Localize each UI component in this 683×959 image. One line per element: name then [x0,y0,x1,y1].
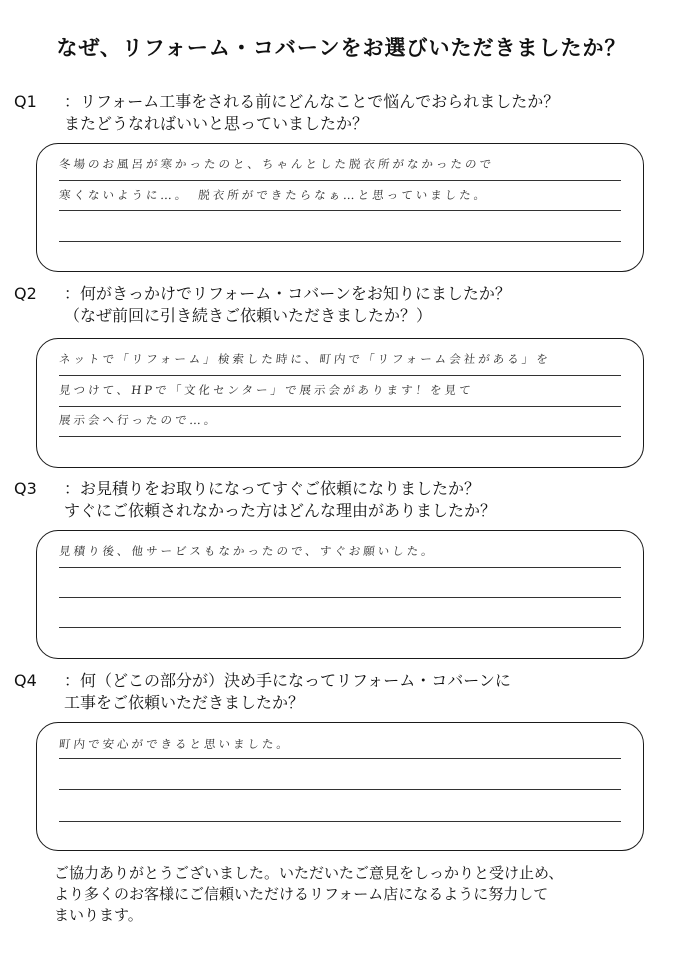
closing-message [54,863,654,926]
question-number: Q3 [14,479,37,498]
answer-line-1: 見積り後、他サービスもなかったので、すぐお願いした。 [58,544,437,558]
answer-box-3 [36,530,644,659]
answer-line-1: ネットで「リフォーム」検索した時に、町内で「リフォーム会社がある」を [58,352,552,366]
question-text-line2: すぐにご依頼されなかった方はどんな理由がありましたか？ [64,501,497,520]
ruled-line [59,210,621,211]
question-number: Q2 [14,284,37,303]
question-4 [14,670,511,714]
ruled-line [59,241,621,242]
survey-title: なぜ、リフォーム・コバーンをお選びいただきましたか？ [56,36,627,60]
answer-line-2: 見つけて、HPで「文化センター」で展示会があります！を見て [58,383,475,397]
question-text-line2: （なぜ前回に引き続きご依頼いただきましたか？） [64,306,433,325]
answer-line-1: 町内で安心ができると思いました。 [58,737,292,751]
closing-line-2: より多くのお客様にご信頼いただけるリフォーム店になるように努力して [54,885,549,903]
question-text: ：リフォーム工事をされる前にどんなことで悩んでおられましたか？ [64,92,560,111]
closing-line-3: まいります。 [54,906,143,924]
ruled-line [59,821,621,822]
ruled-line [59,375,621,376]
question-number: Q4 [14,671,37,690]
answer-box-2 [36,338,644,468]
answer-box-4 [36,722,644,851]
ruled-line [59,180,621,181]
ruled-line [59,567,621,568]
question-text-line2: またどうなればいいと思っていましたか？ [64,114,369,133]
ruled-line [59,758,621,759]
ruled-line [59,597,621,598]
question-text: ：何（どこの部分が）決め手になってリフォーム・コバーンに [64,671,511,690]
answer-line-1: 冬場のお風呂が寒かったのと、ちゃんとした脱衣所がなかったので [58,157,495,171]
question-3 [14,478,496,522]
question-number: Q1 [14,92,37,111]
question-text: ：お見積りをお取りになってすぐご依頼になりましたか？ [64,479,481,498]
answer-line-3: 展示会へ行ったので…。 [58,413,220,427]
question-1 [14,91,559,135]
ruled-line [59,627,621,628]
ruled-line [59,789,621,790]
question-text-line2: 工事をご依頼いただきましたか？ [64,693,305,712]
question-2 [14,283,511,327]
answer-line-2: 寒くないように…。 脱衣所ができたらなぁ…と思っていました。 [58,188,489,202]
question-text: ：何がきっかけでリフォーム・コバーンをお知りにましたか？ [64,284,511,303]
closing-line-1: ご協力ありがとうございました。いただいたご意見をしっかりと受け止め、 [54,864,564,882]
ruled-line [59,406,621,407]
ruled-line [59,436,621,437]
answer-box-1 [36,143,644,272]
